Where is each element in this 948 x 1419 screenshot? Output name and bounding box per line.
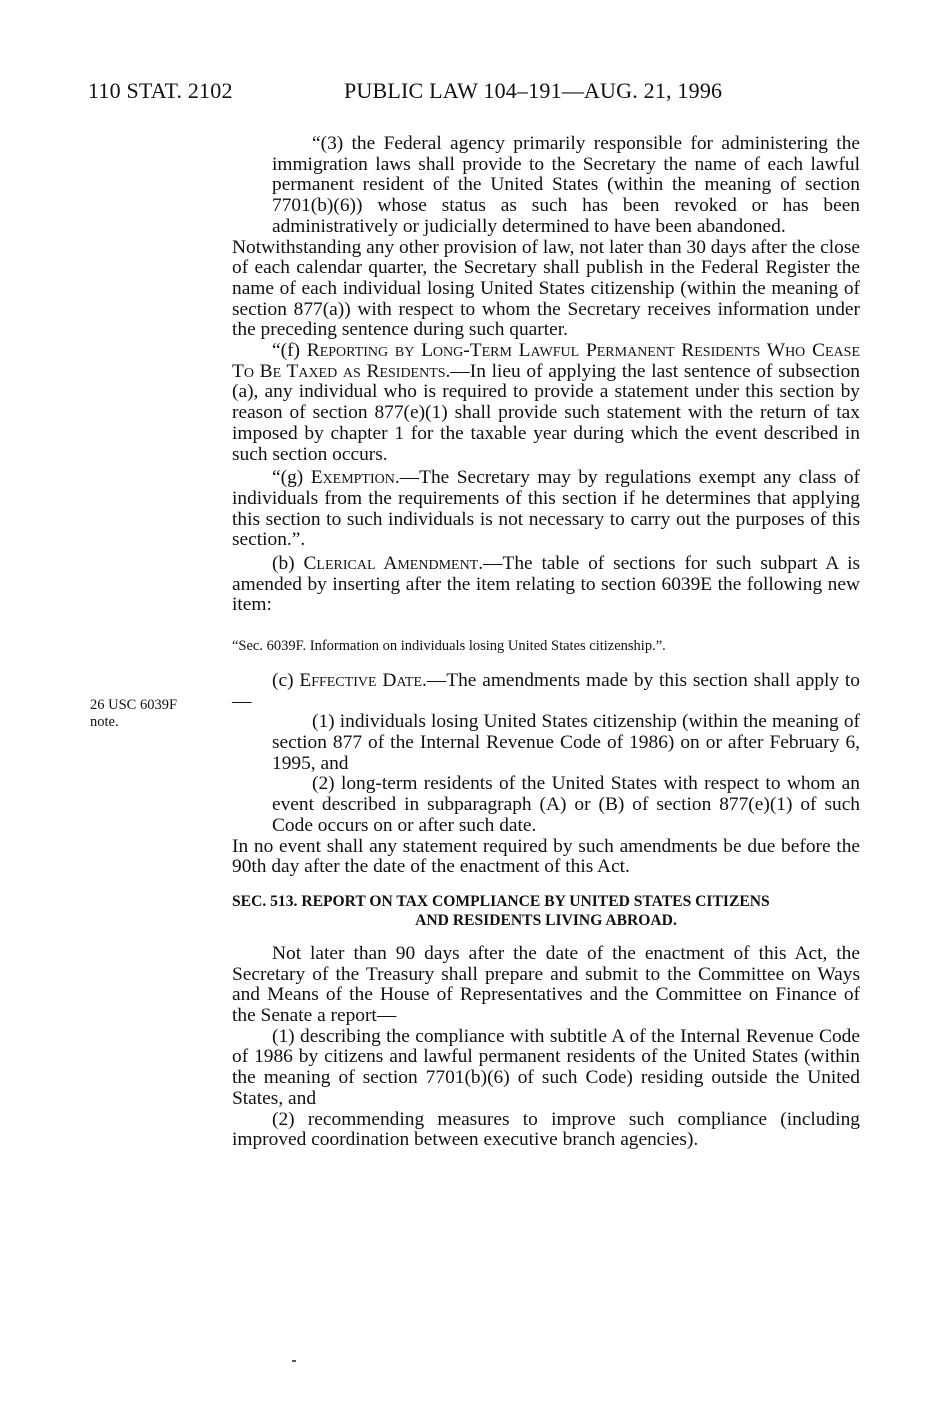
body-text <box>232 134 860 1151</box>
subsection-b <box>232 554 860 616</box>
subsection-g-lead: “(g) <box>272 467 311 489</box>
subsection-g <box>232 468 860 551</box>
running-head: PUBLIC LAW 104–191—AUG. 21, 1996 <box>344 78 723 103</box>
paragraph-513-2: (2) recommending measures to improve such compliance (including improved coordination between executive branch agencies). <box>232 1108 860 1151</box>
subsection-f-text: —In lieu of applying the last sentence of subsection (a), any individual who is required to provide a statement under this section by reason of section 877(e)(1) shall provide such statement with the return of tax imposed by chapter 1 for the taxable year during which the event described in such section occurs. <box>232 360 860 465</box>
subsection-f-heading: Reporting by Long-Term Lawful Permanent Residents Who Cease To Be Taxed as Residents. <box>232 340 860 382</box>
subsection-g-text: —The Secretary may by regulations exempt any class of individuals from the requirements of this section if he determines that applying this section to such individuals is not necessary to carry out the purposes of this section.”. <box>232 467 860 551</box>
subsection-c <box>232 671 860 712</box>
statute-citation: 110 STAT. 2102 <box>88 78 233 103</box>
new-table-item: “Sec. 6039F. Information on individuals losing United States citizenship.”. <box>232 638 666 655</box>
margin-note-line1: 26 USC 6039F <box>90 697 178 713</box>
paragraph-c2: (2) long-term residents of the United States with respect to whom an event described in subparagraph (A) or (B) of section 877(e)(1) of such Code occurs on or after such date. <box>272 773 860 836</box>
section-513-body: Not later than 90 days after the date of the enactment of this Act, the Secretary of the Treasury shall prepare and submit to the Committee on Ways and Means of the House of Representatives and the Committee on Finance of the Senate a report— <box>232 942 860 1027</box>
subsection-g-heading: Exemption. <box>310 467 400 489</box>
paragraph-513-1: (1) describing the compliance with subtitle A of the Internal Revenue Code of 1986 by citizens and lawful permanent residents of the United States (within the meaning of section 7701(b)(6) of such Code) residing outside the United States, and <box>232 1025 860 1109</box>
section-513-heading-line1: SEC. 513. REPORT ON TAX COMPLIANCE BY UNITED STATES CITIZENS <box>232 892 770 910</box>
paragraph-3: “(3) the Federal agency primarily responsible for administering the immigration laws shall provide to the Secretary the name of each lawful permanent resident of the United States (within the meaning of section 7701(b)(6)) whose status as such has been revoked or has been administratively or judicially determined to have been abandoned. <box>272 133 860 237</box>
subsection-c-lead: (c) <box>272 669 300 691</box>
subsection-b-text: —The table of sections for such subpart A is amended by inserting after the item relating to section 6039E the following new item: <box>232 553 860 616</box>
margin-note-line2: note. <box>90 714 119 730</box>
subsection-f-lead: “(f) <box>272 340 307 362</box>
margin-note <box>90 697 177 731</box>
section-513-heading <box>232 892 860 930</box>
section-513-heading-line2: AND RESIDENTS LIVING ABROAD. <box>415 911 677 929</box>
paragraph-c1: (1) individuals losing United States citizenship (within the meaning of section 877 of the Internal Revenue Code of 1986) on or after February 6, 1995, and <box>272 711 860 774</box>
stray-mark <box>292 1360 296 1362</box>
subsection-f <box>232 341 860 465</box>
subsection-b-lead: (b) <box>272 553 304 575</box>
subsection-c-text: —The amendments made by this section shall apply to— <box>232 669 861 712</box>
subsection-b-heading: Clerical Amendment. <box>303 553 484 575</box>
paragraph-no-event: In no event shall any statement required by such amendments be due before the 90th day after the date of the enactment of this Act. <box>232 835 860 878</box>
paragraph-notwithstanding: Notwithstanding any other provision of law, not later than 30 days after the close of each calendar quarter, the Secretary shall publish in the Federal Register the name of each individual losing United States citizenship (within the meaning of section 877(a)) with respect to whom the Secretary receives information under the preceding sentence during such quarter. <box>232 236 860 341</box>
subsection-c-heading: Effective Date. <box>299 669 427 691</box>
